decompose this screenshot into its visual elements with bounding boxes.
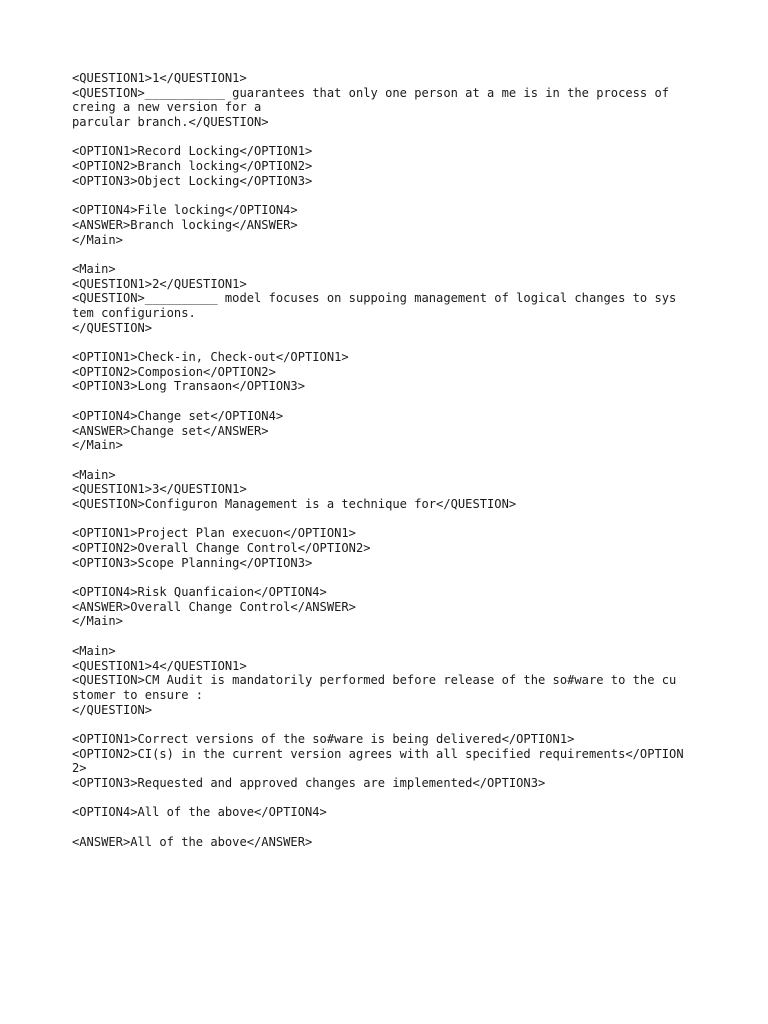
document-line: </Main>: [72, 614, 123, 629]
document-line: <OPTION3>Long Transaon</OPTION3>: [72, 379, 305, 394]
document-line: <ANSWER>Branch locking</ANSWER>: [72, 217, 298, 232]
document-line: <Main>: [72, 643, 116, 658]
blank-line: [72, 394, 732, 409]
document-line: tem configurions.: [72, 306, 196, 320]
document-line: <Main>: [72, 261, 116, 276]
document-line: <QUESTION1>4</QUESTION1>: [72, 658, 247, 673]
document-line: <OPTION2>Composion</OPTION2>: [72, 364, 276, 379]
document-line: <OPTION1>Project Plan execuon</OPTION1>: [72, 526, 356, 541]
document-line: <OPTION4>Change set</OPTION4>: [72, 408, 284, 423]
document-line: <QUESTION>__________ model focuses on suppoing management of logical changes to sys: [72, 291, 677, 306]
document-page: [72, 71, 732, 849]
document-line: <QUESTION1>1</QUESTION1>: [72, 71, 247, 85]
document-line: 2>: [72, 761, 87, 776]
document-line: creing a new version for a: [72, 100, 262, 115]
document-line: <OPTION2>CI(s) in the current version agrees with all specified requirements</OPTION: [72, 746, 684, 761]
blank-line: [72, 335, 732, 350]
document-line: <OPTION1>Record Locking</OPTION1>: [72, 144, 313, 159]
blank-line: [72, 717, 732, 732]
document-line: </Main>: [72, 232, 123, 247]
blank-line: [72, 512, 732, 527]
blank-line: [72, 570, 732, 585]
document-line: <OPTION4>Risk Quanficaion</OPTION4>: [72, 585, 327, 600]
document-line: <OPTION3>Object Locking</OPTION3>: [72, 173, 313, 188]
document-line: <OPTION3>Requested and approved changes are implemented</OPTION3>: [72, 776, 546, 790]
document-line: </QUESTION>: [72, 702, 153, 717]
document-line: <Main>: [72, 467, 116, 482]
document-line: <ANSWER>Change set</ANSWER>: [72, 423, 269, 438]
document-line: stomer to ensure :: [72, 687, 204, 702]
blank-line: [72, 453, 732, 468]
document-line: <OPTION4>All of the above</OPTION4>: [72, 805, 327, 820]
document-line: <QUESTION>___________ guarantees that only one person at a me is in the process of: [72, 85, 670, 100]
document-line: </Main>: [72, 438, 123, 453]
document-line: <QUESTION1>3</QUESTION1>: [72, 482, 247, 497]
blank-line: [72, 247, 732, 262]
blank-line: [72, 189, 732, 204]
document-line: <OPTION2>Overall Change Control</OPTION2>: [72, 541, 371, 555]
document-line: <ANSWER>Overall Change Control</ANSWER>: [72, 599, 356, 614]
document-line: <ANSWER>All of the above</ANSWER>: [72, 834, 313, 849]
document-line: <QUESTION1>2</QUESTION1>: [72, 276, 247, 291]
document-line: <OPTION1>Correct versions of the so#ware is being delivered</OPTION1>: [72, 731, 575, 746]
document-line: </QUESTION>: [72, 320, 153, 335]
document-line: <OPTION3>Scope Planning</OPTION3>: [72, 555, 313, 570]
blank-line: [72, 629, 732, 644]
document-line: parcular branch.</QUESTION>: [72, 115, 269, 130]
document-line: <QUESTION>CM Audit is mandatorily performed before release of the so#ware to the cu: [72, 673, 677, 688]
document-line: <OPTION2>Branch locking</OPTION2>: [72, 159, 313, 174]
blank-line: [72, 820, 732, 835]
blank-line: [72, 130, 732, 145]
document-line: <QUESTION>Configuron Management is a technique for</QUESTION>: [72, 496, 517, 511]
document-line: <OPTION4>File locking</OPTION4>: [72, 203, 298, 218]
document-line: <OPTION1>Check-in, Check-out</OPTION1>: [72, 350, 349, 365]
blank-line: [72, 791, 732, 806]
